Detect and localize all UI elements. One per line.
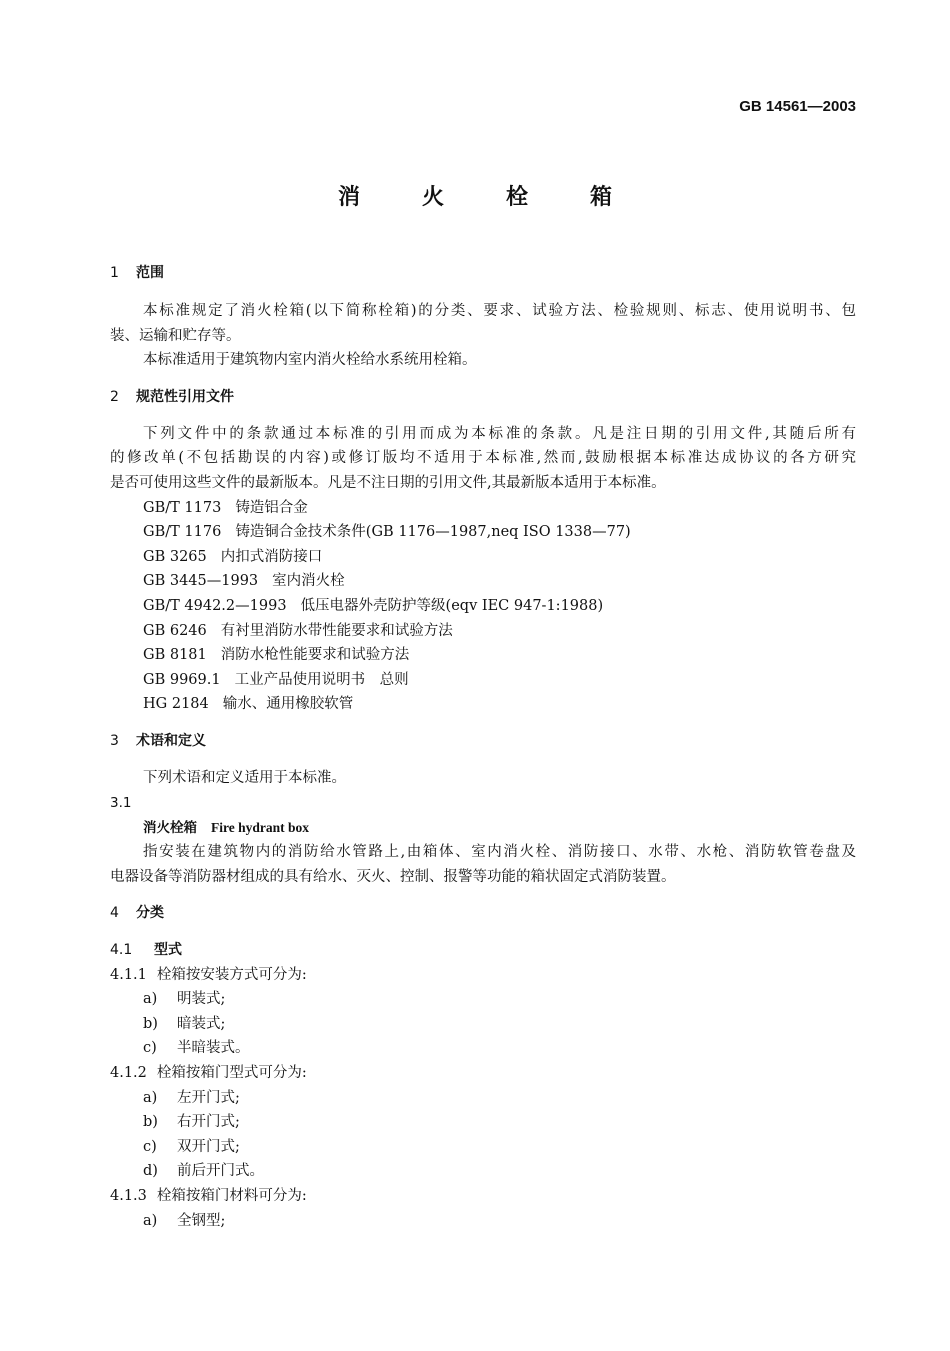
list-text: 前后开门式。: [177, 1163, 264, 1179]
list-text: 双开门式;: [177, 1139, 240, 1155]
paragraph-line: 是否可使用这些文件的最新版本。凡是不注日期的引用文件,其最新版本适用于本标准。: [110, 475, 666, 491]
paragraph-line: 电器设备等消防器材组成的具有给水、灭火、控制、报警等功能的箱状固定式消防装置。: [110, 869, 676, 885]
paragraph-line: 本标准规定了消火栓箱(以下简称栓箱)的分类、要求、试验方法、检验规则、标志、使用说明书、包: [143, 303, 856, 319]
list-text: 右开门式;: [177, 1114, 240, 1130]
section-title: 范围: [136, 265, 164, 281]
clause-number: 4.1.2: [110, 1065, 147, 1081]
reference-title: 铸造铜合金技术条件(GB 1176—1987,neq ISO 1338—77): [235, 524, 631, 540]
section-title: 规范性引用文件: [136, 389, 234, 405]
clause-text: 栓箱按箱门材料可分为:: [156, 1188, 307, 1204]
paragraph-line: 装、运输和贮存等。: [110, 328, 241, 344]
reference-item: [143, 498, 308, 518]
list-label: c): [143, 1040, 157, 1056]
reference-code: GB/T 4942.2—1993: [143, 598, 287, 614]
subsection-4-1-heading: [110, 940, 182, 960]
subsection-number: 3.1: [110, 795, 132, 811]
reference-title: 室内消火栓: [272, 573, 345, 589]
list-text: 暗装式;: [177, 1016, 226, 1032]
list-label: c): [143, 1139, 157, 1155]
reference-code: GB 8181: [143, 647, 207, 663]
list-label: a): [143, 991, 158, 1007]
clause-number: 4.1.1: [110, 967, 147, 983]
list-item: [143, 1112, 240, 1132]
reference-code: HG 2184: [143, 696, 209, 712]
reference-title: 工业产品使用说明书 总则: [234, 672, 409, 688]
paragraph-line: 的修改单(不包括勘误的内容)或修订版均不适用于本标准,然而,鼓励根据本标准达成协议的各方研究: [110, 450, 856, 466]
clause-text: 栓箱按安装方式可分为:: [156, 967, 307, 983]
document-title: 消火栓箱: [337, 185, 674, 210]
subsection-number: 4.1: [110, 942, 133, 958]
reference-code: GB/T 1176: [143, 524, 222, 540]
term-english: Fire hydrant box: [211, 820, 310, 835]
list-text: 左开门式;: [177, 1090, 240, 1106]
list-label: d): [143, 1163, 158, 1179]
paragraph-line: 指安装在建筑物内的消防给水管路上,由箱体、室内消火栓、消防接口、水带、水枪、消防软管卷盘及: [143, 844, 856, 860]
reference-title: 输水、通用橡胶软管: [222, 696, 354, 712]
list-item: [143, 1038, 250, 1058]
section-4-heading: [110, 903, 164, 923]
reference-item: [143, 596, 603, 616]
reference-code: GB 3445—1993: [143, 573, 259, 589]
section-1-heading: [110, 263, 164, 283]
reference-code: GB 6246: [143, 623, 207, 639]
reference-code: GB/T 1173: [143, 500, 222, 516]
reference-title: 低压电器外壳防护等级(eqv IEC 947-1:1988): [300, 598, 604, 614]
paragraph-line: 下列文件中的条款通过本标准的引用而成为本标准的条款。凡是注日期的引用文件,其随后所有: [143, 426, 856, 442]
paragraph: 下列术语和定义适用于本标准。: [143, 770, 346, 786]
list-item: [143, 1137, 240, 1157]
reference-title: 有衬里消防水带性能要求和试验方法: [220, 623, 453, 639]
section-2-heading: [110, 387, 234, 407]
section-number: 3: [110, 733, 119, 749]
section-title: 分类: [136, 905, 164, 921]
term-entry: [143, 818, 309, 838]
reference-item: [143, 621, 453, 641]
reference-title: 内扣式消防接口: [220, 549, 323, 565]
list-item: [143, 1211, 225, 1231]
list-label: b): [143, 1114, 158, 1130]
section-number: 4: [110, 905, 119, 921]
reference-code: GB 3265: [143, 549, 207, 565]
clause-text: 栓箱按箱门型式可分为:: [156, 1065, 307, 1081]
list-item: [143, 1088, 240, 1108]
subsection-title: 型式: [154, 942, 182, 958]
reference-item: [143, 522, 631, 542]
reference-code: GB 9969.1: [143, 672, 221, 688]
section-3-heading: [110, 731, 206, 751]
list-label: a): [143, 1213, 158, 1229]
reference-item: [143, 694, 353, 714]
reference-item: [143, 547, 322, 567]
list-label: b): [143, 1016, 158, 1032]
section-number: 1: [110, 265, 119, 281]
reference-item: [143, 670, 409, 690]
list-text: 全钢型;: [177, 1213, 226, 1229]
reference-item: [143, 645, 409, 665]
list-text: 明装式;: [177, 991, 226, 1007]
reference-title: 消防水枪性能要求和试验方法: [220, 647, 410, 663]
list-item: [143, 989, 225, 1009]
clause-4-1-3: [110, 1186, 307, 1206]
paragraph: 本标准适用于建筑物内室内消火栓给水系统用栓箱。: [143, 352, 477, 368]
term-chinese: 消火栓箱: [143, 820, 197, 836]
list-item: [143, 1161, 264, 1181]
list-text: 半暗装式。: [177, 1040, 250, 1056]
list-item: [143, 1014, 225, 1034]
section-title: 术语和定义: [136, 733, 206, 749]
section-number: 2: [110, 389, 119, 405]
clause-4-1-2: [110, 1063, 307, 1083]
reference-title: 铸造铝合金: [235, 500, 308, 516]
clause-number: 4.1.3: [110, 1188, 147, 1204]
standard-number: GB 14561—2003: [739, 98, 856, 115]
reference-item: [143, 571, 345, 591]
clause-4-1-1: [110, 965, 307, 985]
list-label: a): [143, 1090, 158, 1106]
